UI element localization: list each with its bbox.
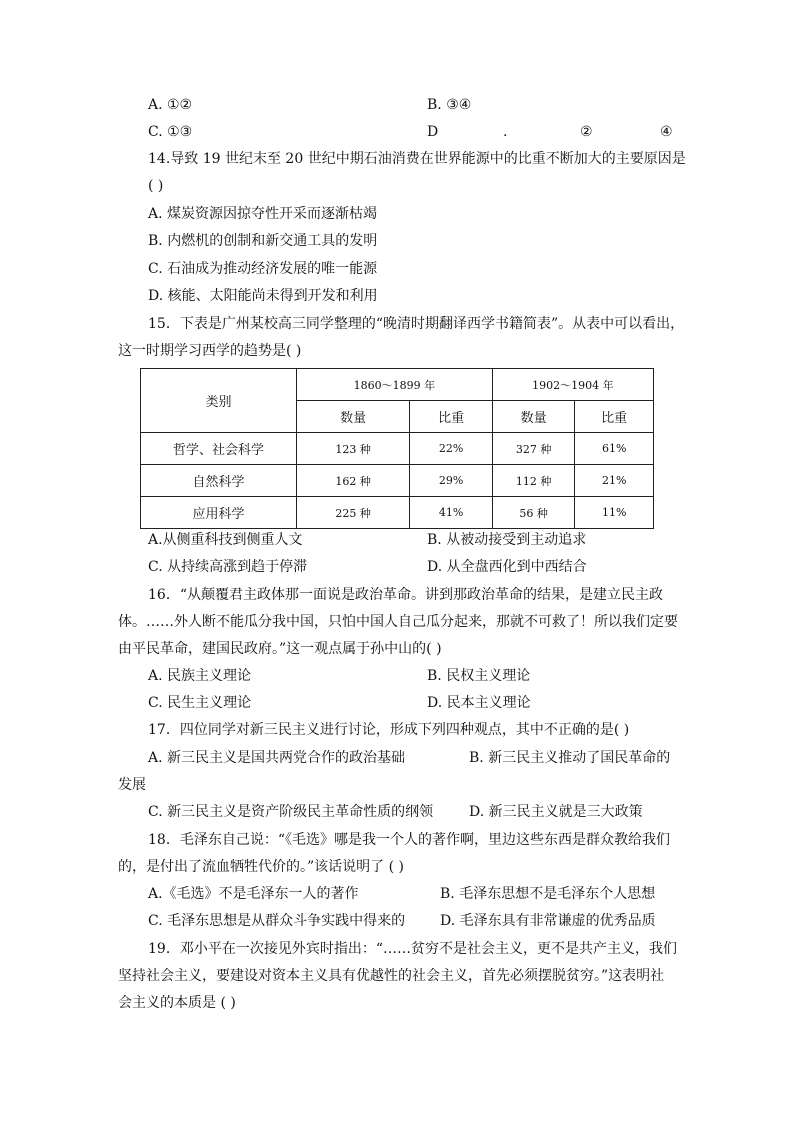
q18-option-d: D. 毛泽东具有非常谦虚的优秀品质 (440, 913, 656, 929)
q14-option-d: D. 核能、太阳能尚未得到开发和利用 (148, 288, 378, 304)
row-count-2: 56 种 (492, 497, 575, 529)
header-category: 类别 (141, 369, 297, 433)
q14-answer-paren: ( ) (148, 178, 164, 194)
subheader-count: 数量 (492, 401, 575, 433)
q16-stem-line-3: 由平民革命，建国民政府。”这一观点属于孙中山的( ) (118, 641, 442, 657)
row-count-1: 162 种 (297, 465, 410, 497)
q18-stem-line-2: 的，是付出了流血牺牲代价的。”该话说明了 ( ) (118, 859, 404, 875)
q14-option-c: C. 石油成为推动经济发展的唯一能源 (148, 261, 378, 277)
q14-option-b: B. 内燃机的创制和新交通工具的发明 (148, 233, 378, 249)
header-period-1: 1860～1899 年 (297, 369, 493, 401)
q15-option-c: C. 从持续高涨到趋于停滞 (148, 559, 308, 575)
q19-stem-line-3: 会主义的本质是 ( ) (118, 995, 236, 1011)
subheader-ratio: 比重 (575, 401, 654, 433)
western-books-table (140, 368, 654, 529)
q13-option-c: C. ①③ (148, 124, 193, 140)
q13-option-a: A. ①② (148, 97, 193, 113)
q15-stem-line-2: 这一时期学习西学的趋势是( ) (118, 343, 302, 359)
table-header-row (141, 369, 654, 401)
q16-option-d: D. 民本主义理论 (427, 695, 531, 711)
row-category: 自然科学 (141, 465, 297, 497)
q16-option-a: A. 民族主义理论 (148, 668, 252, 684)
q17-option-d: D. 新三民主义就是三大政策 (469, 804, 643, 820)
header-period-2: 1902～1904 年 (492, 369, 653, 401)
q13-option-d-item-2: ② (580, 124, 593, 140)
q19-stem-line-1: 19．邓小平在一次接见外宾时指出：“……贫穷不是社会主义，更不是共产主义，我们 (148, 941, 677, 957)
row-count-1: 123 种 (297, 433, 410, 465)
row-ratio-1: 22% (410, 433, 493, 465)
q13-option-d-dot: . (503, 124, 508, 140)
q15-stem-line-1: 15．下表是广州某校高三同学整理的“晚清时期翻译西学书籍简表”。从表中可以看出， (148, 316, 685, 332)
q14-stem: 14.导致 19 世纪末至 20 世纪中期石油消费在世界能源中的比重不断加大的主要原因是 (148, 151, 686, 167)
q18-option-a: A.《毛选》不是毛泽东一人的著作 (148, 886, 359, 902)
subheader-count: 数量 (297, 401, 410, 433)
q16-stem-line-1: 16．“从颠覆君主政体那一面说是政治革命。讲到那政治革命的结果，是建立民主政 (148, 587, 663, 603)
row-ratio-2: 21% (575, 465, 654, 497)
q17-option-b: B. 新三民主义推动了国民革命的 (469, 750, 671, 766)
row-category: 哲学、社会科学 (141, 433, 297, 465)
q15-option-d: D. 从全盘西化到中西结合 (427, 559, 587, 575)
q17-option-c: C. 新三民主义是资产阶级民主革命性质的纲领 (148, 804, 434, 820)
table-row (141, 497, 654, 529)
q17-option-b-continued: 发展 (118, 777, 146, 793)
row-ratio-1: 29% (410, 465, 493, 497)
table-row (141, 433, 654, 465)
q15-option-b: B. 从被动接受到主动追求 (427, 532, 587, 548)
q18-option-c: C. 毛泽东思想是从群众斗争实践中得来的 (148, 913, 406, 929)
q16-option-b: B. 民权主义理论 (427, 668, 531, 684)
row-count-2: 112 种 (492, 465, 575, 497)
q16-option-c: C. 民生主义理论 (148, 695, 252, 711)
row-count-1: 225 种 (297, 497, 410, 529)
q17-option-a: A. 新三民主义是国共两党合作的政治基础 (148, 750, 406, 766)
q19-stem-line-2: 坚持社会主义，要建设对资本主义具有优越性的社会主义，首先必须摆脱贫穷。”这表明社 (118, 968, 665, 984)
q15-option-a: A.从侧重科技到侧重人文 (148, 532, 303, 548)
table-row (141, 465, 654, 497)
q16-stem-line-2: 体。……外人断不能瓜分我中国，只怕中国人自己瓜分起来，那就不可救了！所以我们定要 (118, 614, 678, 630)
q13-option-d-letter: D (427, 124, 439, 140)
row-ratio-2: 11% (575, 497, 654, 529)
q13-option-d-item-4: ④ (660, 124, 673, 140)
q18-option-b: B. 毛泽东思想不是毛泽东个人思想 (440, 886, 656, 902)
row-ratio-1: 41% (410, 497, 493, 529)
row-count-2: 327 种 (492, 433, 575, 465)
q13-option-b: B. ③④ (427, 97, 472, 113)
q17-stem: 17．四位同学对新三民主义进行讨论，形成下列四种观点，其中不正确的是( ) (148, 722, 630, 738)
q18-stem-line-1: 18．毛泽东自己说：“《毛选》哪是我一个人的著作啊，里边这些东西是群众教给我们 (148, 832, 670, 848)
row-ratio-2: 61% (575, 433, 654, 465)
subheader-ratio: 比重 (410, 401, 493, 433)
q14-option-a: A. 煤炭资源因掠夺性开采而逐渐枯竭 (148, 206, 378, 222)
row-category: 应用科学 (141, 497, 297, 529)
